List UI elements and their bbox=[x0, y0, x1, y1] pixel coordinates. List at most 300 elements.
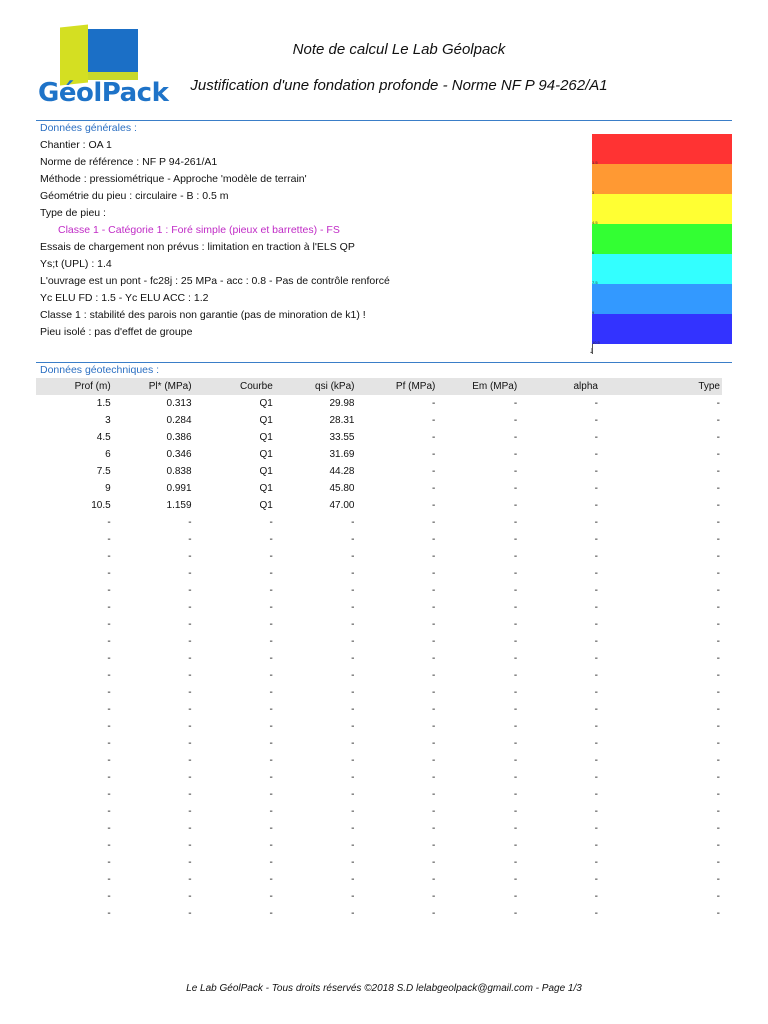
cell-pf: - bbox=[432, 517, 436, 528]
cell-em: - bbox=[513, 789, 518, 800]
cell-alpha: - bbox=[594, 891, 598, 902]
info-line-geometrie: Géométrie du pieu : circulaire - B : 0.5 m bbox=[40, 190, 229, 202]
scale-band bbox=[592, 134, 732, 164]
cell-type: - bbox=[716, 755, 720, 766]
cell-em: - bbox=[513, 738, 518, 749]
cell-prof: 7.5 bbox=[96, 466, 111, 477]
cell-qsi: 45.80 bbox=[329, 483, 355, 494]
cell-pf: - bbox=[432, 908, 436, 919]
cell-qsi: - bbox=[351, 823, 355, 834]
cell-prof: - bbox=[107, 704, 111, 715]
cell-alpha: - bbox=[594, 806, 598, 817]
scale-tick-label: 3 bbox=[592, 190, 595, 195]
info-line-type-pieu: Type de pieu : bbox=[40, 207, 106, 219]
cell-alpha: - bbox=[594, 687, 598, 698]
cell-alpha: - bbox=[594, 704, 598, 715]
cell-qsi: - bbox=[351, 551, 355, 562]
cell-em: - bbox=[513, 823, 518, 834]
table-row bbox=[36, 633, 722, 650]
cell-qsi: - bbox=[351, 636, 355, 647]
cell-type: - bbox=[716, 432, 720, 443]
cell-type: - bbox=[716, 534, 720, 545]
cell-prof: - bbox=[107, 857, 111, 868]
cell-pf: - bbox=[432, 534, 436, 545]
table-row bbox=[36, 854, 722, 871]
cell-qsi: 29.98 bbox=[329, 398, 355, 409]
cell-qsi: 47.00 bbox=[329, 500, 355, 511]
cell-qsi: - bbox=[351, 704, 355, 715]
cell-pf: - bbox=[432, 704, 436, 715]
cell-alpha: - bbox=[594, 415, 598, 426]
cell-pl: 0.346 bbox=[166, 449, 192, 460]
cell-pf: - bbox=[432, 891, 436, 902]
geolpack-logo bbox=[38, 22, 169, 108]
cell-pf: - bbox=[432, 602, 436, 613]
cell-em: - bbox=[513, 517, 518, 528]
cell-prof: - bbox=[107, 636, 111, 647]
cell-type: - bbox=[716, 449, 720, 460]
table-row bbox=[36, 769, 722, 786]
cell-alpha: - bbox=[594, 551, 598, 562]
cell-type: - bbox=[716, 619, 720, 630]
cell-pl: 0.838 bbox=[166, 466, 192, 477]
cell-em: - bbox=[513, 619, 518, 630]
general-info bbox=[40, 137, 580, 341]
cell-alpha: - bbox=[594, 568, 598, 579]
cell-courbe: Q1 bbox=[259, 466, 273, 477]
scale-band bbox=[592, 164, 732, 194]
cell-pl: - bbox=[188, 721, 192, 732]
cell-pl: 1.159 bbox=[166, 500, 192, 511]
cell-type: - bbox=[716, 721, 720, 732]
scale-band bbox=[592, 194, 732, 224]
cell-type: - bbox=[716, 585, 720, 596]
cell-alpha: - bbox=[594, 619, 598, 630]
cell-alpha: - bbox=[594, 670, 598, 681]
cell-pf: - bbox=[432, 500, 436, 511]
cell-em: - bbox=[513, 857, 518, 868]
table-row bbox=[36, 803, 722, 820]
cell-pf: - bbox=[432, 857, 436, 868]
cell-em: - bbox=[513, 483, 518, 494]
cell-em: - bbox=[513, 840, 518, 851]
cell-type: - bbox=[716, 908, 720, 919]
table-row bbox=[36, 446, 722, 463]
cell-em: - bbox=[513, 908, 518, 919]
cell-alpha: - bbox=[594, 432, 598, 443]
col-header-pl: Pl* (MPa) bbox=[113, 378, 194, 395]
cell-pl: - bbox=[188, 585, 192, 596]
cell-type: - bbox=[716, 466, 720, 477]
cell-qsi: - bbox=[351, 517, 355, 528]
table-row bbox=[36, 497, 722, 514]
cell-qsi: - bbox=[351, 534, 355, 545]
cell-prof: - bbox=[107, 823, 111, 834]
logo-text: GéolPack bbox=[38, 78, 169, 108]
cell-pl: - bbox=[188, 704, 192, 715]
cell-qsi: - bbox=[351, 585, 355, 596]
cell-pl: 0.313 bbox=[166, 398, 192, 409]
cell-type: - bbox=[716, 636, 720, 647]
cell-qsi: - bbox=[351, 874, 355, 885]
cell-type: - bbox=[716, 398, 720, 409]
cell-qsi: 28.31 bbox=[329, 415, 355, 426]
table-row bbox=[36, 701, 722, 718]
table-row bbox=[36, 718, 722, 735]
cell-pf: - bbox=[432, 415, 436, 426]
table-row bbox=[36, 565, 722, 582]
cell-courbe: - bbox=[269, 687, 273, 698]
table-row bbox=[36, 837, 722, 854]
cell-pf: - bbox=[432, 687, 436, 698]
geotech-table bbox=[36, 378, 722, 922]
scale-tick-label: 6 bbox=[592, 250, 595, 255]
cell-pl: 0.386 bbox=[166, 432, 192, 443]
table-row bbox=[36, 480, 722, 497]
cell-pf: - bbox=[432, 653, 436, 664]
cell-prof: - bbox=[107, 670, 111, 681]
cell-pl: - bbox=[188, 772, 192, 783]
cell-pf: - bbox=[432, 449, 436, 460]
cell-courbe: - bbox=[269, 772, 273, 783]
cell-type: - bbox=[716, 551, 720, 562]
cell-prof: - bbox=[107, 568, 111, 579]
cell-courbe: - bbox=[269, 857, 273, 868]
cell-qsi: - bbox=[351, 687, 355, 698]
table-row bbox=[36, 786, 722, 803]
table-row bbox=[36, 429, 722, 446]
cell-pf: - bbox=[432, 432, 436, 443]
cell-alpha: - bbox=[594, 466, 598, 477]
cell-type: - bbox=[716, 568, 720, 579]
table-row bbox=[36, 752, 722, 769]
cell-type: - bbox=[716, 517, 720, 528]
info-line-ys: Ys;t (UPL) : 1.4 bbox=[40, 258, 112, 270]
cell-qsi: - bbox=[351, 772, 355, 783]
col-header-em: Em (MPa) bbox=[437, 378, 519, 395]
cell-courbe: - bbox=[269, 806, 273, 817]
cell-alpha: - bbox=[594, 738, 598, 749]
divider-geotech bbox=[36, 362, 732, 363]
cell-courbe: - bbox=[269, 568, 273, 579]
cell-qsi: 33.55 bbox=[329, 432, 355, 443]
cell-courbe: Q1 bbox=[259, 415, 273, 426]
cell-prof: - bbox=[107, 891, 111, 902]
info-line-classe-categorie: Classe 1 - Catégorie 1 : Foré simple (pieux et barrettes) - FS bbox=[58, 224, 340, 236]
cell-courbe: - bbox=[269, 874, 273, 885]
cell-pf: - bbox=[432, 670, 436, 681]
table-row bbox=[36, 820, 722, 837]
cell-type: - bbox=[716, 415, 720, 426]
info-line-pieu-isole: Pieu isolé : pas d'effet de groupe bbox=[40, 326, 193, 338]
scale-tick-label: 10.5 bbox=[592, 340, 600, 345]
cell-qsi: 44.28 bbox=[329, 466, 355, 477]
cell-prof: - bbox=[107, 653, 111, 664]
cell-type: - bbox=[716, 874, 720, 885]
cell-courbe: - bbox=[269, 891, 273, 902]
cell-em: - bbox=[513, 891, 518, 902]
cell-pf: - bbox=[432, 551, 436, 562]
cell-courbe: - bbox=[269, 789, 273, 800]
cell-pf: - bbox=[432, 483, 436, 494]
cell-prof: - bbox=[107, 721, 111, 732]
cell-qsi: - bbox=[351, 891, 355, 902]
cell-pl: - bbox=[188, 789, 192, 800]
cell-pf: - bbox=[432, 636, 436, 647]
table-row bbox=[36, 888, 722, 905]
cell-alpha: - bbox=[594, 636, 598, 647]
soil-layer-scale bbox=[589, 134, 732, 355]
cell-pl: 0.991 bbox=[166, 483, 192, 494]
cell-courbe: - bbox=[269, 619, 273, 630]
cell-courbe: - bbox=[269, 551, 273, 562]
cell-type: - bbox=[716, 500, 720, 511]
cell-courbe: - bbox=[269, 823, 273, 834]
cell-pf: - bbox=[432, 840, 436, 851]
cell-alpha: - bbox=[594, 721, 598, 732]
cell-alpha: - bbox=[594, 517, 598, 528]
cell-prof: 4.5 bbox=[96, 432, 111, 443]
cell-courbe: - bbox=[269, 602, 273, 613]
cell-prof: - bbox=[107, 585, 111, 596]
info-line-stabilite: Classe 1 : stabilité des parois non garantie (pas de minoration de k1) ! bbox=[40, 309, 366, 321]
cell-prof: - bbox=[107, 517, 111, 528]
cell-em: - bbox=[513, 874, 518, 885]
cell-alpha: - bbox=[594, 500, 598, 511]
cell-pf: - bbox=[432, 398, 436, 409]
cell-em: - bbox=[513, 500, 518, 511]
cell-pl: - bbox=[188, 806, 192, 817]
cell-pf: - bbox=[432, 721, 436, 732]
table-row bbox=[36, 650, 722, 667]
cell-alpha: - bbox=[594, 602, 598, 613]
table-row bbox=[36, 684, 722, 701]
page-title: Note de calcul Le Lab Géolpack bbox=[292, 41, 506, 58]
cell-prof: - bbox=[107, 755, 111, 766]
cell-prof: 6 bbox=[105, 449, 111, 460]
scale-band bbox=[592, 224, 732, 254]
cell-pf: - bbox=[432, 874, 436, 885]
cell-type: - bbox=[716, 772, 720, 783]
table-row bbox=[36, 531, 722, 548]
cell-courbe: Q1 bbox=[259, 449, 273, 460]
cell-courbe: - bbox=[269, 738, 273, 749]
table-row bbox=[36, 667, 722, 684]
table-row bbox=[36, 412, 722, 429]
cell-em: - bbox=[513, 687, 518, 698]
info-line-chantier: Chantier : OA 1 bbox=[40, 139, 112, 151]
cell-pl: - bbox=[188, 891, 192, 902]
cell-alpha: - bbox=[594, 789, 598, 800]
cell-prof: 3 bbox=[105, 415, 111, 426]
cell-courbe: Q1 bbox=[259, 432, 273, 443]
cell-prof: - bbox=[107, 772, 111, 783]
cell-alpha: - bbox=[594, 449, 598, 460]
cell-pl: - bbox=[188, 738, 192, 749]
scale-tick-label: 4.5 bbox=[592, 220, 598, 225]
scale-band bbox=[592, 254, 732, 284]
cell-prof: - bbox=[107, 534, 111, 545]
cell-courbe: - bbox=[269, 840, 273, 851]
cell-courbe: - bbox=[269, 721, 273, 732]
cell-prof: - bbox=[107, 789, 111, 800]
table-row bbox=[36, 735, 722, 752]
cell-courbe: - bbox=[269, 653, 273, 664]
cell-em: - bbox=[513, 415, 518, 426]
cell-type: - bbox=[716, 823, 720, 834]
col-header-type: Type bbox=[600, 378, 722, 395]
scale-tick-label: 9 bbox=[592, 310, 595, 315]
page-footer: Le Lab GéolPack - Tous droits réservés ©2018 S.D lelabgeolpack@gmail.com - Page 1/3 bbox=[186, 983, 582, 994]
col-header-alpha: alpha bbox=[519, 378, 600, 395]
col-header-prof: Prof (m) bbox=[36, 378, 113, 395]
table-row bbox=[36, 514, 722, 531]
cell-pf: - bbox=[432, 823, 436, 834]
cell-pl: - bbox=[188, 840, 192, 851]
cell-pl: - bbox=[188, 670, 192, 681]
info-line-methode: Méthode : pressiométrique - Approche 'modèle de terrain' bbox=[40, 173, 307, 185]
cell-prof: - bbox=[107, 602, 111, 613]
info-line-norme: Norme de référence : NF P 94-261/A1 bbox=[40, 156, 218, 168]
cell-em: - bbox=[513, 772, 518, 783]
cell-prof: - bbox=[107, 840, 111, 851]
cell-courbe: - bbox=[269, 755, 273, 766]
cell-em: - bbox=[513, 466, 518, 477]
info-line-essais: Essais de chargement non prévus : limitation en traction à l'ELS QP bbox=[40, 241, 355, 253]
cell-prof: 10.5 bbox=[91, 500, 111, 511]
table-row bbox=[36, 616, 722, 633]
cell-courbe: - bbox=[269, 704, 273, 715]
cell-pf: - bbox=[432, 755, 436, 766]
cell-qsi: - bbox=[351, 568, 355, 579]
cell-alpha: - bbox=[594, 857, 598, 868]
divider-general bbox=[36, 120, 732, 121]
scale-band bbox=[592, 284, 732, 314]
cell-type: - bbox=[716, 840, 720, 851]
cell-qsi: - bbox=[351, 840, 355, 851]
general-section-title: Données générales : bbox=[40, 122, 137, 134]
cell-alpha: - bbox=[594, 840, 598, 851]
cell-courbe: - bbox=[269, 636, 273, 647]
cell-em: - bbox=[513, 704, 518, 715]
info-line-ouvrage: L'ouvrage est un pont - fc28j : 25 MPa - acc : 0.8 - Pas de contrôle renforcé bbox=[40, 275, 390, 287]
cell-em: - bbox=[513, 568, 518, 579]
cell-qsi: - bbox=[351, 789, 355, 800]
cell-type: - bbox=[716, 687, 720, 698]
cell-qsi: - bbox=[351, 670, 355, 681]
cell-courbe: - bbox=[269, 517, 273, 528]
table-row bbox=[36, 905, 722, 922]
cell-alpha: - bbox=[594, 874, 598, 885]
cell-type: - bbox=[716, 483, 720, 494]
cell-em: - bbox=[513, 806, 518, 817]
table-row bbox=[36, 871, 722, 888]
cell-courbe: - bbox=[269, 908, 273, 919]
cell-em: - bbox=[513, 449, 518, 460]
cell-pf: - bbox=[432, 772, 436, 783]
cell-alpha: - bbox=[594, 755, 598, 766]
scale-arrow-icon: ↓ bbox=[589, 345, 594, 355]
cell-qsi: - bbox=[351, 721, 355, 732]
cell-em: - bbox=[513, 585, 518, 596]
cell-prof: - bbox=[107, 687, 111, 698]
table-row bbox=[36, 582, 722, 599]
cell-em: - bbox=[513, 602, 518, 613]
cell-type: - bbox=[716, 806, 720, 817]
cell-pl: 0.284 bbox=[166, 415, 192, 426]
cell-alpha: - bbox=[594, 534, 598, 545]
cell-prof: - bbox=[107, 619, 111, 630]
cell-alpha: - bbox=[594, 772, 598, 783]
cell-courbe: Q1 bbox=[259, 500, 273, 511]
cell-type: - bbox=[716, 704, 720, 715]
cell-pl: - bbox=[188, 874, 192, 885]
cell-pl: - bbox=[188, 857, 192, 868]
cell-pl: - bbox=[188, 568, 192, 579]
cell-pf: - bbox=[432, 806, 436, 817]
cell-alpha: - bbox=[594, 398, 598, 409]
cell-pl: - bbox=[188, 619, 192, 630]
cell-pl: - bbox=[188, 687, 192, 698]
cell-pf: - bbox=[432, 789, 436, 800]
cell-prof: - bbox=[107, 806, 111, 817]
cell-prof: 1.5 bbox=[96, 398, 111, 409]
cell-pl: - bbox=[188, 602, 192, 613]
table-row bbox=[36, 463, 722, 480]
cell-em: - bbox=[513, 534, 518, 545]
cell-type: - bbox=[716, 789, 720, 800]
cell-qsi: - bbox=[351, 908, 355, 919]
cell-pl: - bbox=[188, 755, 192, 766]
page-subtitle: Justification d'une fondation profonde - Norme NF P 94-262/A1 bbox=[190, 77, 608, 94]
cell-pl: - bbox=[188, 823, 192, 834]
cell-qsi: 31.69 bbox=[329, 449, 355, 460]
cell-em: - bbox=[513, 432, 518, 443]
cell-pl: - bbox=[188, 517, 192, 528]
cell-pl: - bbox=[188, 908, 192, 919]
table-row bbox=[36, 395, 722, 412]
cell-em: - bbox=[513, 551, 518, 562]
cell-em: - bbox=[513, 636, 518, 647]
cell-prof: - bbox=[107, 908, 111, 919]
cell-type: - bbox=[716, 670, 720, 681]
cell-prof: 9 bbox=[105, 483, 111, 494]
cell-courbe: Q1 bbox=[259, 398, 273, 409]
scale-tick-label: 1.5 bbox=[592, 160, 598, 165]
col-header-courbe: Courbe bbox=[194, 378, 275, 395]
geotech-section-title: Données géotechniques : bbox=[40, 364, 160, 376]
table-row bbox=[36, 548, 722, 565]
col-header-qsi: qsi (kPa) bbox=[275, 378, 357, 395]
cell-em: - bbox=[513, 721, 518, 732]
cell-pf: - bbox=[432, 585, 436, 596]
cell-type: - bbox=[716, 653, 720, 664]
cell-qsi: - bbox=[351, 602, 355, 613]
cell-alpha: - bbox=[594, 585, 598, 596]
cell-prof: - bbox=[107, 874, 111, 885]
cell-pf: - bbox=[432, 619, 436, 630]
cell-qsi: - bbox=[351, 738, 355, 749]
cell-pf: - bbox=[432, 568, 436, 579]
cell-alpha: - bbox=[594, 653, 598, 664]
cell-em: - bbox=[513, 398, 518, 409]
col-header-pf: Pf (MPa) bbox=[356, 378, 437, 395]
cell-em: - bbox=[513, 755, 518, 766]
cell-qsi: - bbox=[351, 653, 355, 664]
cell-type: - bbox=[716, 602, 720, 613]
cell-qsi: - bbox=[351, 755, 355, 766]
cell-courbe: - bbox=[269, 670, 273, 681]
